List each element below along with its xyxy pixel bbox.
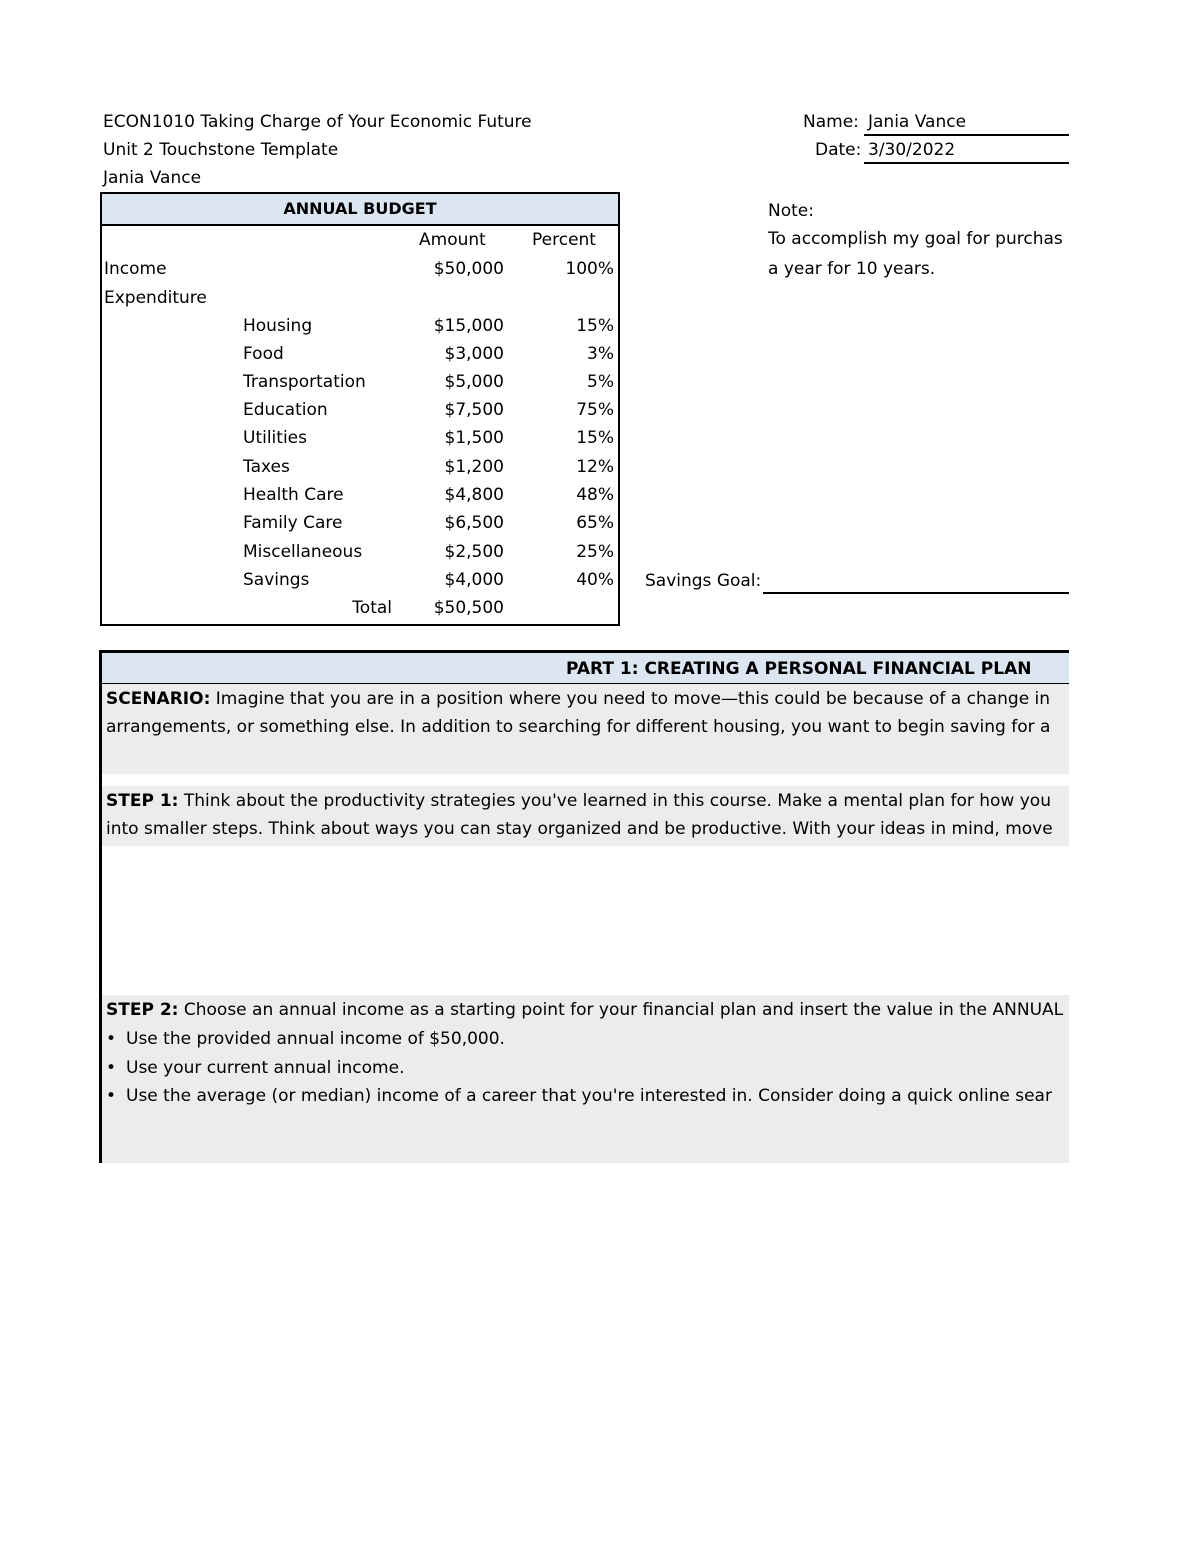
note-line-1: To accomplish my goal for purchas xyxy=(768,229,1063,249)
expenditure-row xyxy=(102,285,618,313)
bullet-item xyxy=(106,1028,505,1050)
step1-line-1 xyxy=(106,790,1051,812)
column-header-row xyxy=(102,227,618,255)
table-row xyxy=(102,510,618,538)
percent-cell[interactable]: 65% xyxy=(576,513,614,533)
step1-line-2: into smaller steps. Think about ways you can stay organized and be productive. With your ideas in mind, move xyxy=(106,819,1053,839)
percent-cell[interactable]: 5% xyxy=(587,372,614,392)
amount-cell[interactable]: $15,000 xyxy=(433,316,504,336)
table-row xyxy=(102,425,618,453)
savings-goal-label: Savings Goal: xyxy=(645,571,762,591)
income-label: Income xyxy=(104,259,167,279)
table-row xyxy=(102,482,618,510)
table-row xyxy=(102,369,618,397)
part1-header xyxy=(102,653,1069,684)
percent-cell[interactable]: 15% xyxy=(576,428,614,448)
amount-cell[interactable]: $1,500 xyxy=(444,428,504,448)
amount-cell[interactable]: $5,000 xyxy=(444,372,504,392)
savings-goal-field[interactable] xyxy=(763,592,1069,594)
step2-block xyxy=(102,995,1069,1163)
category-cell: Savings xyxy=(243,570,310,590)
category-cell: Utilities xyxy=(243,428,307,448)
bullet-item xyxy=(106,1085,1052,1107)
scenario-line-2: arrangements, or something else. In addition to searching for different housing, you want to begin saving for a xyxy=(106,717,1051,737)
total-amount-cell[interactable]: $50,500 xyxy=(433,598,504,618)
table-row xyxy=(102,341,618,369)
bullet-text: Use the provided annual income of $50,000. xyxy=(126,1029,505,1049)
name-label: Name: xyxy=(803,112,859,132)
total-row xyxy=(102,595,618,623)
income-amount-cell[interactable]: $50,000 xyxy=(433,259,504,279)
bullet-item xyxy=(106,1057,404,1079)
student-name-text: Jania Vance xyxy=(103,168,202,188)
part1-section xyxy=(99,650,1069,1163)
table-row xyxy=(102,539,618,567)
step1-text-1: Think about the productivity strategies you've learned in this course. Make a mental plan for how you xyxy=(178,791,1051,811)
step1-block xyxy=(102,786,1069,846)
part1-left-border xyxy=(99,650,102,1163)
amount-cell[interactable]: $4,000 xyxy=(444,570,504,590)
amount-cell[interactable]: $6,500 xyxy=(444,513,504,533)
date-underline xyxy=(864,162,1069,164)
date-field[interactable]: 3/30/2022 xyxy=(868,140,956,160)
bullet-icon: • xyxy=(106,1058,117,1078)
percent-cell[interactable]: 25% xyxy=(576,542,614,562)
table-row xyxy=(102,313,618,341)
step1-label: STEP 1: xyxy=(106,791,179,811)
course-title: ECON1010 Taking Charge of Your Economic Future xyxy=(103,112,532,132)
part1-title: PART 1: CREATING A PERSONAL FINANCIAL PLAN xyxy=(566,659,1032,679)
category-cell: Miscellaneous xyxy=(243,542,363,562)
percent-cell[interactable]: 40% xyxy=(576,570,614,590)
budget-header xyxy=(102,194,618,226)
bullet-text: Use the average (or median) income of a career that you're interested in. Consider doing a quick online sear xyxy=(126,1086,1052,1106)
category-cell: Housing xyxy=(243,316,313,336)
category-cell: Transportation xyxy=(243,372,366,392)
amount-cell[interactable]: $4,800 xyxy=(444,485,504,505)
total-label: Total xyxy=(352,598,392,618)
amount-cell[interactable]: $3,000 xyxy=(444,344,504,364)
income-row xyxy=(102,256,618,284)
percent-cell[interactable]: 75% xyxy=(576,400,614,420)
step2-text-1: Choose an annual income as a starting point for your financial plan and insert the value in the ANNUAL xyxy=(178,1000,1064,1020)
percent-cell[interactable]: 48% xyxy=(576,485,614,505)
income-percent-cell[interactable]: 100% xyxy=(565,259,614,279)
amount-cell[interactable]: $2,500 xyxy=(444,542,504,562)
scenario-label: SCENARIO: xyxy=(106,689,211,709)
scenario-line-1 xyxy=(106,688,1050,710)
amount-cell[interactable]: $1,200 xyxy=(444,457,504,477)
table-row xyxy=(102,567,618,595)
percent-cell[interactable]: 12% xyxy=(576,457,614,477)
category-cell: Family Care xyxy=(243,513,343,533)
name-underline xyxy=(864,134,1069,136)
note-line-2: a year for 10 years. xyxy=(768,259,936,279)
table-row xyxy=(102,454,618,482)
table-row xyxy=(102,397,618,425)
category-cell: Health Care xyxy=(243,485,344,505)
date-label: Date: xyxy=(815,140,862,160)
amount-cell[interactable]: $7,500 xyxy=(444,400,504,420)
category-cell: Food xyxy=(243,344,284,364)
category-cell: Taxes xyxy=(243,457,290,477)
scenario-text-1: Imagine that you are in a position where you need to move—this could be because of a change in xyxy=(210,689,1051,709)
note-label: Note: xyxy=(768,201,814,221)
percent-cell[interactable]: 3% xyxy=(587,344,614,364)
category-cell: Education xyxy=(243,400,328,420)
name-field[interactable]: Jania Vance xyxy=(868,112,967,132)
percent-cell[interactable]: 15% xyxy=(576,316,614,336)
amount-header: Amount xyxy=(419,230,486,250)
bullet-text: Use your current annual income. xyxy=(126,1058,405,1078)
scenario-block xyxy=(102,684,1069,774)
bullet-icon: • xyxy=(106,1029,117,1049)
bullet-icon: • xyxy=(106,1086,117,1106)
annual-budget-table xyxy=(100,192,620,626)
percent-header: Percent xyxy=(532,230,596,250)
expenditure-label: Expenditure xyxy=(104,288,207,308)
step2-label: STEP 2: xyxy=(106,1000,179,1020)
template-title: Unit 2 Touchstone Template xyxy=(103,140,339,160)
step2-line-1 xyxy=(106,999,1063,1021)
budget-title: ANNUAL BUDGET xyxy=(283,199,437,218)
